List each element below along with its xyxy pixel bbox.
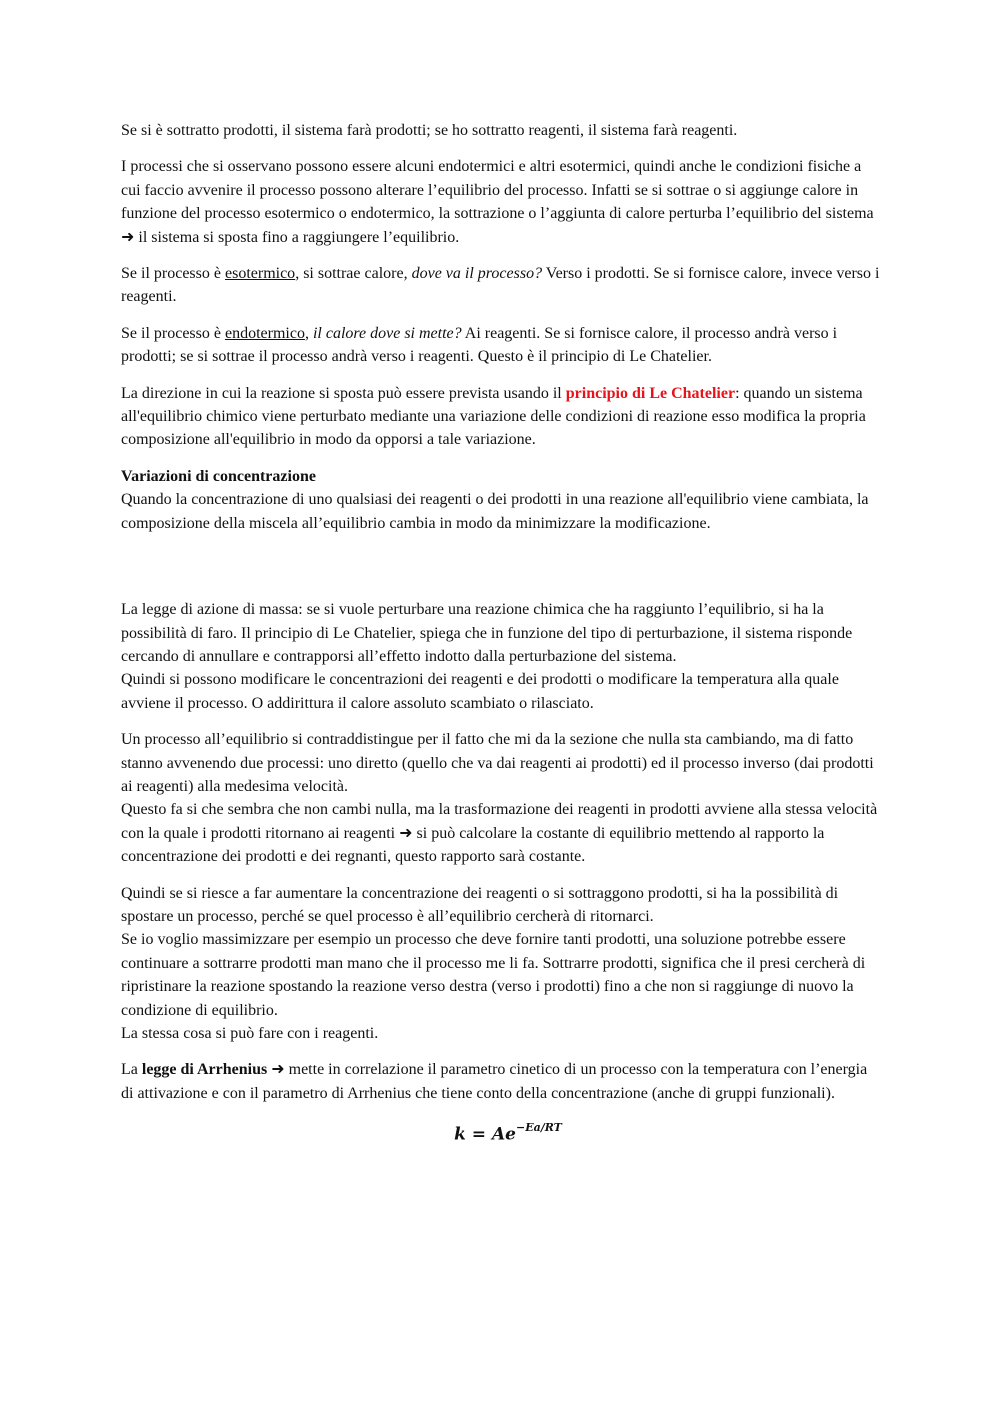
formula-exponent: −Ea/RT <box>515 1121 562 1135</box>
highlighted-term: principio di Le Chatelier <box>565 384 736 402</box>
paragraph-text: La direzione in cui la reazione si sposta può essere prevista usando il <box>121 384 566 402</box>
paragraph-text: Quindi si possono modificare le concentrazioni dei reagenti e dei prodotti o modificare la temperatura alla quale avviene il processo. O addirittura il calore assoluto scambiato o rilasciato. <box>121 671 839 712</box>
paragraph-endo-exo <box>121 155 881 249</box>
paragraph-text: Questo fa si che sembra che non cambi nulla, ma la trasformazione dei reagenti in prodotti avviene alla stessa velocità con la quale i prodotti ritornano ai reagenti <box>121 801 878 842</box>
bold-term: legge di Arrhenius <box>141 1061 268 1079</box>
paragraph-text: si può calcolare la costante di equilibrio mettendo al rapporto la concentrazione dei prodotti e dei regnanti, questo rapporto sarà costante. <box>121 824 825 866</box>
paragraph-text: , si sottrae calore, <box>295 265 412 283</box>
paragraph-endotermico <box>121 322 881 369</box>
paragraph-text: : quando un sistema all'equilibrio chimico viene perturbato mediante una variazione delle condizioni di reazione esso modifica la propria composizione all'equilibrio in modo da opporsi a tale variazione. <box>121 384 866 449</box>
section-concentration <box>121 465 881 535</box>
formula-base: k = Ae <box>454 1124 516 1145</box>
paragraph-text: Se il processo è <box>121 265 225 283</box>
paragraph-text: I processi che si osservano possono essere alcuni endotermici e altri esotermici, quindi anche le condizioni fisiche a cui faccio avvenire il processo possono alterare l’equilibrio del processo. Infatti se si sottrae o si aggiunge calore in funzione del processo esotermico o endotermico, la sottrazione o l’aggiunta di calore perturba l’equilibrio del sistema <box>121 158 874 223</box>
paragraph-esotermico <box>121 262 881 309</box>
paragraph-dynamic-equilibrium <box>121 728 881 868</box>
paragraph-subtraction <box>121 119 881 142</box>
paragraph-text: Se il processo è <box>121 324 225 342</box>
arrow-icon: ➜ <box>399 824 413 842</box>
paragraph-text: La legge di azione di massa: se si vuole perturbare una reazione chimica che ha raggiunto l’equilibrio, si ha la possibilità di faro. Il principio di Le Chatelier, spiega che in funzione del tipo di perturbazione, il sistema risponde cercando di annullare e contrapporsi all’effetto indotto dalla perturbazione del sistema. <box>121 601 853 665</box>
arrow-icon: ➜ <box>267 1061 285 1079</box>
paragraph-shift-process <box>121 882 881 1046</box>
italic-question: dove va il processo? <box>411 265 543 283</box>
paragraph-text: La stessa cosa si può fare con i reagenti. <box>121 1025 379 1042</box>
document-page <box>121 119 881 1147</box>
paragraph-text: Quando la concentrazione di uno qualsiasi dei reagenti o dei prodotti in una reazione all'equilibrio viene cambiata, la composizione della miscela all’equilibrio cambia in modo da minimizzare la modificazione. <box>121 491 869 532</box>
paragraph-text: mette in correlazione il parametro cinetico di un processo con la temperatura con l’energia di attivazione e con il parametro di Arrhenius che tiene conto della concentrazione (anche di gruppi funzionali). <box>121 1061 868 1102</box>
paragraph-text: Se io voglio massimizzare per esempio un processo che deve fornire tanti prodotti, una soluzione potrebbe essere continuare a sottrarre prodotti man mano che il processo me li fa. Sottrarre prodotti, significa che il presi cercherà di ripristinare la reazione spostando la reazione verso destra (verso i prodotti) fino a che non si raggiunge di nuovo la condizione di equilibrio. <box>121 931 866 1019</box>
arrhenius-formula <box>121 1118 881 1147</box>
blank-spacer <box>121 548 881 598</box>
paragraph-text: , <box>304 324 313 342</box>
paragraph-text: Quindi se si riesce a far aumentare la concentrazione dei reagenti o si sottraggono prodotti, si ha la possibilità di spostare un processo, perché se quel processo è all’equilibrio cercherà di ritornarci. <box>121 884 839 925</box>
paragraph-text: Verso i prodotti. Se si fornisce calore, invece verso i reagenti. <box>121 265 880 306</box>
paragraph-text: Se si è sottratto prodotti, il sistema farà prodotti; se ho sottratto reagenti, il sistema farà reagenti. <box>121 122 738 139</box>
paragraph-le-chatelier <box>121 382 881 452</box>
paragraph-text: Un processo all’equilibrio si contraddistingue per il fatto che mi da la sezione che nulla sta cambiando, ma di fatto stanno avvenendo due processi: uno diretto (quello che va dai reagenti ai prodotti) ed il processo inverso (dai prodotti ai reagenti) alla medesima velocità. <box>121 731 874 795</box>
underlined-term: endotermico <box>224 324 305 342</box>
italic-question: il calore dove si mette? <box>312 324 462 342</box>
arrow-icon: ➜ <box>121 228 135 246</box>
underlined-term: esotermico <box>224 265 296 283</box>
paragraph-arrhenius <box>121 1058 881 1105</box>
paragraph-text: La <box>121 1061 142 1079</box>
paragraph-mass-action <box>121 598 881 715</box>
section-heading: Variazioni di concentrazione <box>121 467 316 485</box>
paragraph-text: Ai reagenti. Se si fornisce calore, il processo andrà verso i prodotti; se si sottrae il processo andrà verso i reagenti. Questo è il principio di Le Chatelier. <box>121 324 838 366</box>
paragraph-text: il sistema si sposta fino a raggiungere l’equilibrio. <box>134 228 460 246</box>
